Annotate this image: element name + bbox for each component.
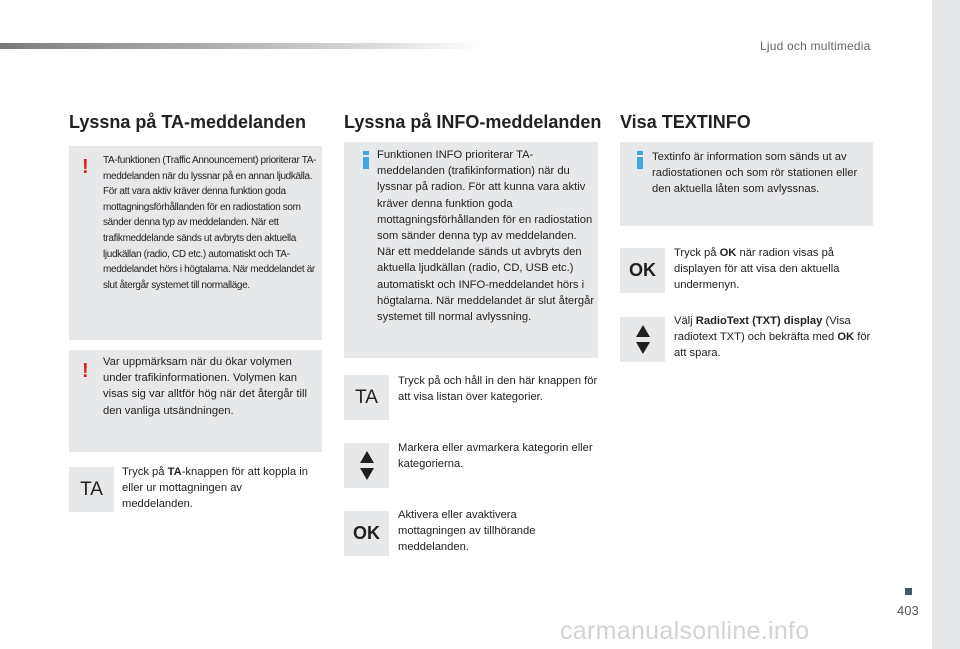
- warning-icon: !: [82, 360, 89, 382]
- right-margin-strip: [932, 0, 960, 649]
- header-rule: [0, 43, 480, 49]
- page-marker-icon: [905, 588, 912, 595]
- info-text-textinfo: Textinfo är information som sänds ut av radiostationen och som rör stationen eller den aktuella låten som avlyssnas.: [652, 151, 858, 196]
- col2-step-select: Markera eller avmarkera kategorin eller kategorierna.: [398, 442, 593, 471]
- arrow-up-icon: [636, 325, 650, 337]
- ta-key-label: TA: [355, 386, 378, 408]
- col2-step-ok: Aktivera eller avaktivera mottagningen av tillhörande meddelanden.: [398, 509, 536, 554]
- arrow-down-icon: [636, 342, 650, 354]
- ok-emphasis: OK: [837, 331, 855, 344]
- warning-text-ta: TA-funktionen (Traffic Announcement) prioriterar TA-meddelanden när du lyssnar på en annan ljudkälla. För att vara aktiv kräver denna funktion goda mottagningsförhållanden för en radiostation som sänder denna typ av meddelanden. När ett trafikmeddelande sänds ut avbryts den aktuella ljudkällan (radio, CD etc.) automatiskt och TA-meddelandet hörs i högtalarna. När meddelandet är slut återgår systemet till normalläge.: [103, 155, 317, 291]
- ta-key-label: TA: [80, 478, 103, 500]
- arrow-down-icon: [360, 468, 374, 480]
- ok-key: [620, 248, 665, 293]
- ta-key: [344, 375, 389, 420]
- section-label: Ljud och multimedia: [760, 39, 871, 53]
- watermark: carmanualsonline.info: [560, 617, 810, 645]
- warning-box-volume: [69, 350, 322, 452]
- col1-title: Lyssna på TA-meddelanden: [69, 112, 307, 132]
- ok-key: [344, 511, 389, 556]
- ok-key-label: OK: [629, 260, 656, 280]
- ok-emphasis: OK: [719, 247, 737, 259]
- info-text-info: Funktionen INFO prioriterar TA-meddelanden (trafikinformation) när du lyssnar på radion. För att kunna vara aktiv kräver denna funktion goda mottagningsförhållanden för en radiostation som sänder denna typ av meddelanden. När ett meddelande sänds ut avbryts den aktuella ljudkällan (radio, CD, USB etc.) automatiskt och INFO-meddelandet hörs i högtalarna. När meddelandet är slut återgår systemet till normal avlyssning.: [377, 149, 595, 324]
- col3-title: Visa TEXTINFO: [620, 112, 751, 132]
- up-down-arrows-key: [620, 317, 665, 362]
- ok-key-label: OK: [353, 523, 380, 543]
- warning-text-volume: Var uppmärksam när du ökar volymen under trafikinformationen. Volymen kan visas sig var alltför hög när det återgår till den vanliga utsändningen.: [103, 356, 307, 417]
- ta-emphasis: TA: [167, 466, 182, 478]
- info-box-textinfo: [620, 142, 873, 226]
- up-down-arrows-key: [344, 443, 389, 488]
- warning-box-ta: [69, 146, 322, 340]
- warning-icon: !: [82, 156, 89, 178]
- col3-step-select: Välj RadioText (TXT) display (Visa radiotext TXT) och bekräfta med OK för att spara.: [674, 315, 871, 360]
- radiotext-emphasis: RadioText (TXT) display: [695, 315, 823, 327]
- col1-step-ta: Tryck på TA-knappen för att koppla in eller ur mottagningen av meddelanden.: [122, 466, 308, 511]
- col3-step-ok: Tryck på OK när radion visas på displayen för att visa den aktuella undermenyn.: [674, 247, 840, 292]
- ta-key: [69, 467, 114, 512]
- arrow-up-icon: [360, 451, 374, 463]
- col2-title: Lyssna på INFO-meddelanden: [344, 112, 602, 132]
- page-number: 403: [897, 603, 919, 618]
- col2-step-ta: Tryck på och håll in den här knappen för att visa listan över kategorier.: [398, 375, 598, 404]
- info-box-info: [344, 142, 598, 358]
